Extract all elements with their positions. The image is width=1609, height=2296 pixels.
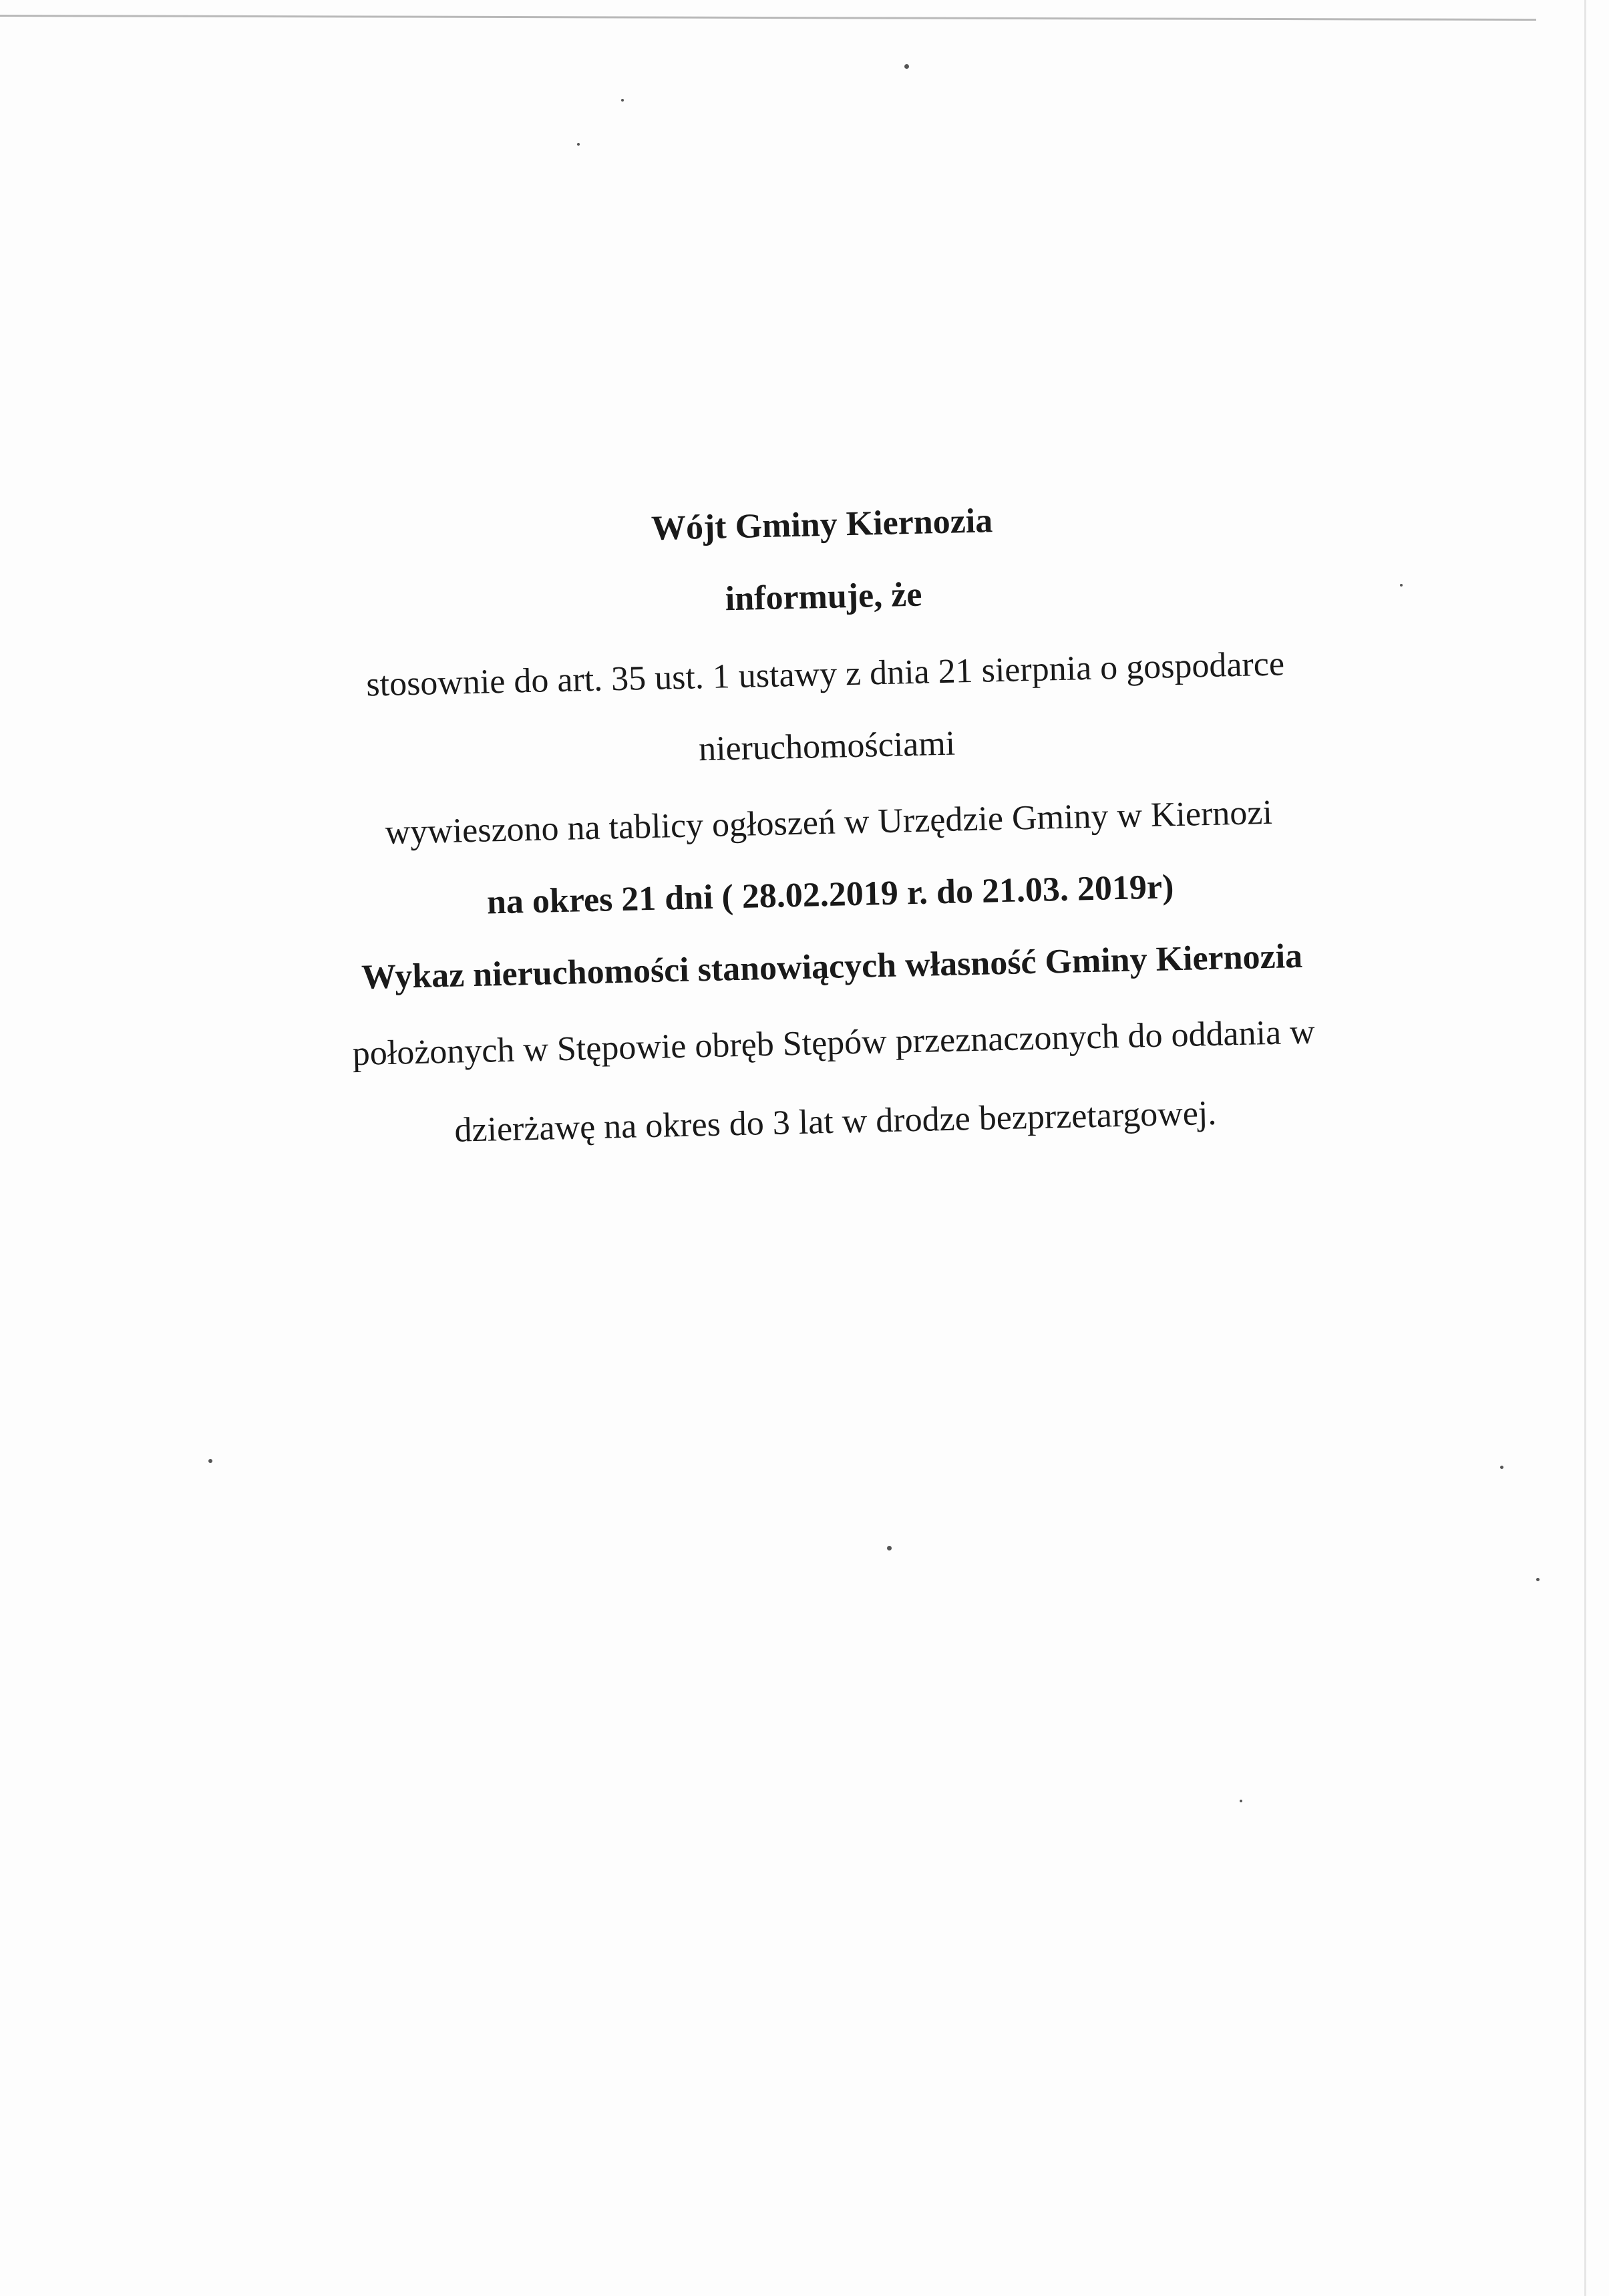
notice-heading: Wójt Gminy Kiernozia: [651, 502, 993, 548]
dust-speck: [621, 99, 624, 102]
dust-speck: [887, 1546, 892, 1550]
dust-speck: [1500, 1466, 1503, 1469]
notice-location-line: położonych w Stępowie obręb Stępów przeznaczonych do oddania w: [352, 1013, 1316, 1074]
notice-list-title: Wykaz nieruchomości stanowiących własność Gminy Kiernozia: [361, 937, 1303, 997]
dust-speck: [1536, 1578, 1540, 1581]
notice-terms-line: dzierżawę na okres do 3 lat w drodze bezprzetargowej.: [454, 1094, 1217, 1150]
notice-subheading: informuje, że: [725, 575, 922, 619]
dust-speck: [1400, 584, 1403, 587]
dust-speck: [904, 64, 909, 69]
notice-legal-basis-line-2: nieruchomościami: [698, 724, 956, 769]
notice-posted-line: wywieszono na tablicy ogłoszeń w Urzędzie Gminy w Kiernozi: [384, 793, 1273, 852]
notice-legal-basis-line-1: stosownie do art. 35 ust. 1 ustawy z dnia 21 sierpnia o gospodarce: [365, 645, 1285, 704]
notice-text-block: [254, 495, 1403, 1152]
dust-speck: [577, 143, 580, 146]
dust-speck: [1240, 1800, 1242, 1802]
notice-period-line: na okres 21 dni ( 28.02.2019 r. do 21.03. 2019r): [486, 868, 1174, 922]
scan-right-edge: [1584, 0, 1586, 2296]
dust-speck: [208, 1459, 212, 1463]
scan-top-edge: [0, 15, 1536, 21]
